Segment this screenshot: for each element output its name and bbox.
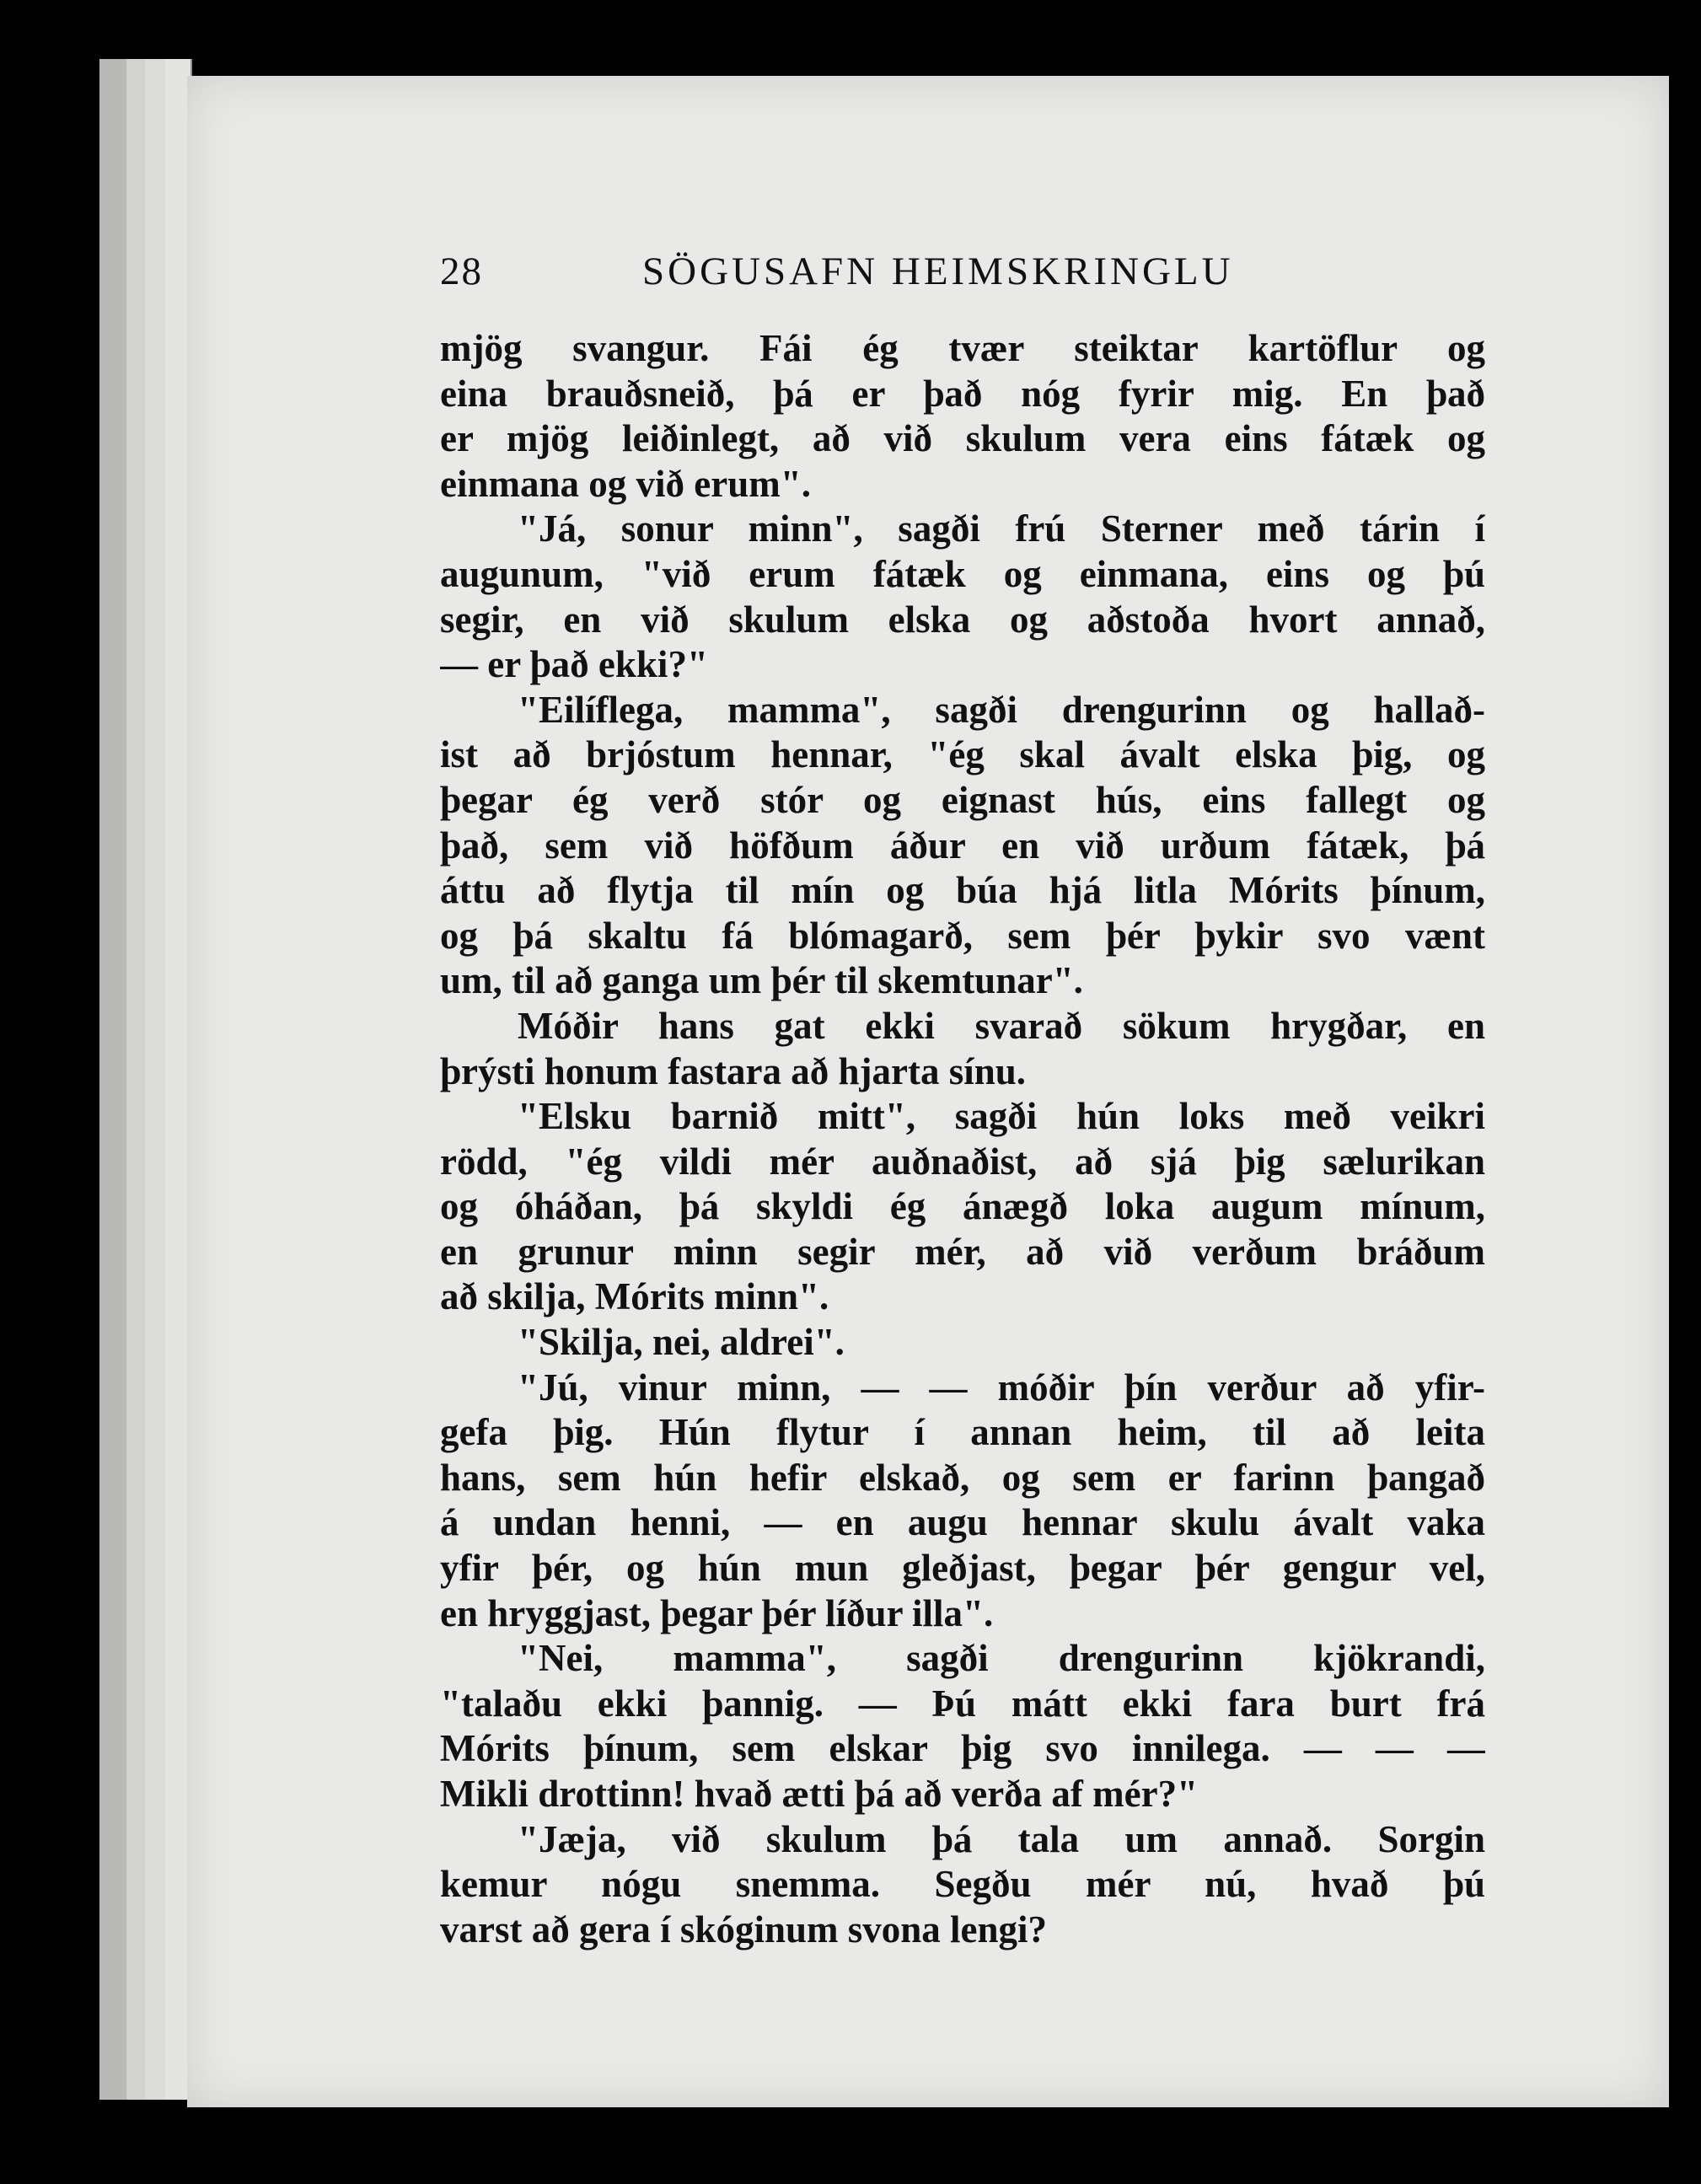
text-line: en grunur minn segir mér, að við verðum bráðum bbox=[440, 1230, 1485, 1273]
text-line: mjög svangur. Fái ég tvær steiktar kartöflur og bbox=[440, 327, 1485, 369]
text-line: "Elsku barnið mitt", sagði hún loks með veikri bbox=[518, 1095, 1485, 1138]
text-line: á undan henni, — en augu hennar skulu ávalt vaka bbox=[440, 1501, 1485, 1544]
text-line: "Eilíflega, mamma", sagði drengurinn og hallað- bbox=[518, 688, 1485, 731]
text-line: "Skilja, nei, aldrei". bbox=[518, 1321, 845, 1364]
body-text bbox=[440, 326, 1485, 1952]
text-line: þegar ég verð stór og eignast hús, eins fallegt og bbox=[440, 778, 1485, 821]
text-line: augunum, "við erum fátæk og einmana, eins og þú bbox=[440, 552, 1485, 595]
text-line: — er það ekki?" bbox=[440, 643, 708, 686]
text-line: er mjög leiðinlegt, að við skulum vera eins fátæk og bbox=[440, 417, 1485, 460]
text-line: Mikli drottinn! hvað ætti þá að verða af mér?" bbox=[440, 1773, 1199, 1815]
text-line: "Jú, vinur minn, — — móðir þín verður að yfir- bbox=[518, 1366, 1485, 1409]
text-line: kemur nógu snemma. Segðu mér nú, hvað þú bbox=[440, 1863, 1485, 1906]
text-line: áttu að flytja til mín og búa hjá litla Mórits þínum, bbox=[440, 869, 1485, 912]
text-line: eina brauðsneið, þá er það nóg fyrir mig. En það bbox=[440, 372, 1485, 415]
running-head bbox=[440, 249, 1485, 294]
text-line: ist að brjóstum hennar, "ég skal ávalt elska þig, og bbox=[440, 733, 1485, 776]
page-content bbox=[440, 249, 1485, 1952]
text-line: um, til að ganga um þér til skemtunar". bbox=[440, 959, 1083, 1002]
text-line: þrýsti honum fastara að hjarta sínu. bbox=[440, 1049, 1027, 1092]
book-title: SÖGUSAFN HEIMSKRINGLU bbox=[642, 250, 1234, 293]
text-line: "Já, sonur minn", sagði frú Sterner með tárin í bbox=[518, 507, 1485, 550]
text-line: en hryggjast, þegar þér líður illa". bbox=[440, 1591, 994, 1634]
text-line: einmana og við erum". bbox=[440, 462, 811, 505]
text-line: og óháðan, þá skyldi ég ánægð loka augum mínum, bbox=[440, 1185, 1485, 1228]
text-line: og þá skaltu fá blómagarð, sem þér þykir svo vænt bbox=[440, 914, 1485, 957]
text-line: að skilja, Mórits minn". bbox=[440, 1275, 829, 1318]
text-line: hans, sem hún hefir elskað, og sem er farinn þangað bbox=[440, 1456, 1485, 1499]
text-line: segir, en við skulum elska og aðstoða hvort annað, bbox=[440, 598, 1485, 641]
text-line: "Nei, mamma", sagði drengurinn kjökrandi, bbox=[518, 1637, 1485, 1680]
text-line: varst að gera í skóginum svona lengi? bbox=[440, 1908, 1048, 1951]
text-line: Mórits þínum, sem elskar þig svo innilega. — — — bbox=[440, 1727, 1485, 1770]
text-line: gefa þig. Hún flytur í annan heim, til að leita bbox=[440, 1411, 1485, 1454]
text-line: Móðir hans gat ekki svarað sökum hrygðar, en bbox=[518, 1004, 1485, 1047]
text-line: "Jæja, við skulum þá tala um annað. Sorgin bbox=[518, 1817, 1485, 1860]
text-line: "talaðu ekki þannig. — Þú mátt ekki fara burt frá bbox=[440, 1682, 1485, 1725]
page-number: 28 bbox=[440, 250, 483, 293]
book-page bbox=[187, 76, 1669, 2107]
text-line: rödd, "ég vildi mér auðnaðist, að sjá þig sælurikan bbox=[440, 1140, 1485, 1183]
text-line: yfir þér, og hún mun gleðjast, þegar þér gengur vel, bbox=[440, 1547, 1485, 1590]
text-line: það, sem við höfðum áður en við urðum fátæk, þá bbox=[440, 824, 1485, 867]
